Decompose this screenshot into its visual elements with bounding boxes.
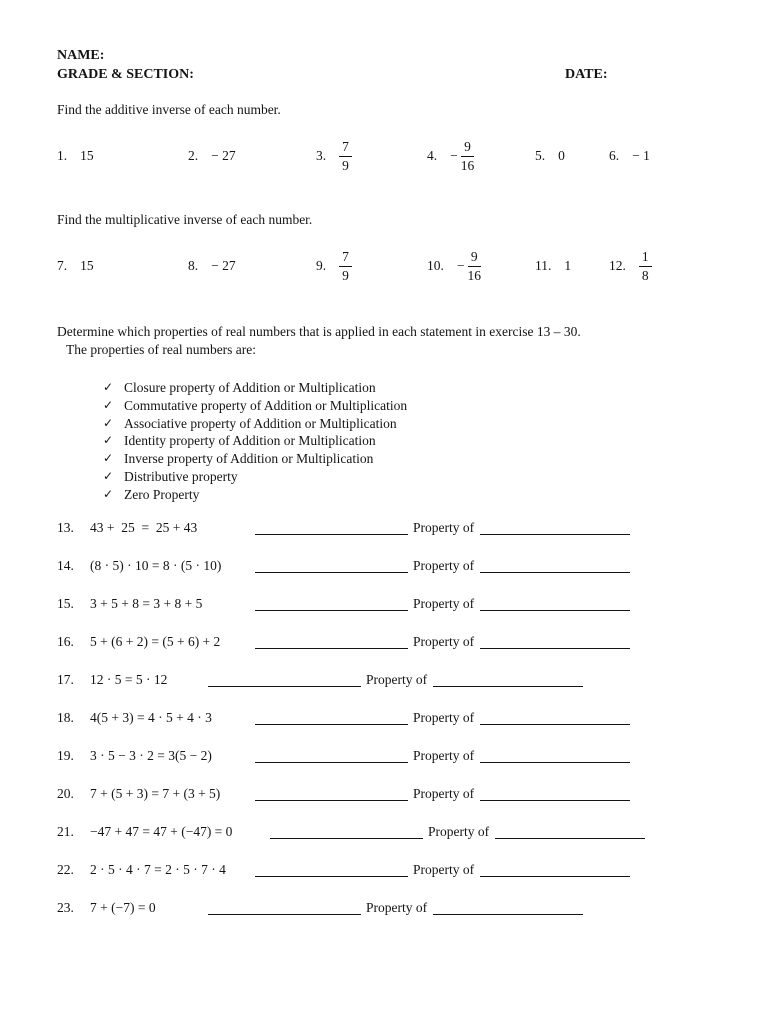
- answer-blank: [255, 568, 408, 573]
- grade-section-label: GRADE & SECTION:: [57, 67, 194, 82]
- checkmark-icon: ✓: [103, 451, 114, 466]
- answer-blank: [480, 872, 630, 877]
- exercise-number: 22.: [57, 861, 74, 877]
- exercise-row: [57, 672, 711, 710]
- fraction-numerator: 7: [339, 249, 352, 267]
- exercise-number: 18.: [57, 709, 74, 725]
- item-number: 10.: [427, 258, 444, 273]
- answer-blank: [208, 682, 361, 687]
- fraction-denominator: 9: [342, 267, 349, 283]
- answer-blank: [480, 758, 630, 763]
- multiplicative-instruction: Find the multiplicative inverse of each number.: [57, 212, 313, 227]
- fraction-numerator: 9: [468, 249, 481, 267]
- exercise-number: 21.: [57, 823, 74, 839]
- exercise-equation: 7 + (−7) = 0: [90, 899, 156, 915]
- item-number: 2.: [188, 148, 199, 163]
- answer-blank: [480, 568, 630, 573]
- property-of-label: Property of: [413, 519, 475, 535]
- exercise-row: [57, 634, 711, 672]
- fraction-denominator: 16: [467, 267, 481, 283]
- checklist-item: [103, 450, 711, 468]
- exercise-row: [57, 520, 711, 558]
- property-of-label: Property of: [413, 785, 475, 801]
- fraction-denominator: 8: [641, 267, 649, 283]
- properties-checklist: [57, 379, 711, 504]
- list-item: [188, 258, 316, 274]
- exercise-number: 14.: [57, 557, 74, 573]
- checkmark-icon: ✓: [103, 397, 114, 412]
- checklist-item-label: Closure property of Addition or Multiplication: [124, 380, 376, 395]
- exercise-equation: 3 · 5 − 3 · 2 = 3(5 − 2): [90, 747, 212, 763]
- checklist-item-label: Commutative property of Addition or Multiplication: [124, 397, 408, 413]
- property-of-label: Property of: [413, 595, 475, 611]
- answer-blank: [208, 910, 361, 915]
- list-item: [609, 249, 711, 284]
- exercise-equation: 43 + 25 = 25 + 43: [90, 519, 198, 535]
- answer-blank: [255, 796, 408, 801]
- exercise-number: 16.: [57, 633, 74, 649]
- exercise-number: 13.: [57, 519, 74, 535]
- answer-blank: [255, 530, 408, 535]
- answer-blank: [255, 644, 408, 649]
- checklist-item-label: Identity property of Addition or Multiplication: [124, 433, 376, 449]
- list-item: [535, 148, 609, 164]
- property-of-label: Property of: [413, 709, 475, 725]
- answer-blank: [433, 910, 583, 915]
- checkmark-icon: ✓: [103, 468, 114, 483]
- property-of-label: Property of: [413, 633, 475, 649]
- list-item: [57, 148, 188, 164]
- property-of-label: Property of: [366, 671, 428, 687]
- fraction: [639, 249, 652, 284]
- checkmark-icon: ✓: [103, 433, 114, 448]
- intro-line-1: Determine which properties of real numbers that is applied in each statement in exercise 13 – 30.: [57, 324, 581, 339]
- exercise-number: 20.: [57, 785, 74, 801]
- checklist-item: [103, 397, 711, 415]
- exercise-row: [57, 862, 711, 900]
- answer-blank: [255, 758, 408, 763]
- list-item: [609, 148, 711, 164]
- answer-blank: [255, 606, 408, 611]
- answer-blank: [270, 834, 423, 839]
- exercise-equation: −47 + 47 = 47 + (−47) = 0: [90, 823, 233, 839]
- checklist-item: [103, 432, 711, 450]
- property-of-label: Property of: [366, 899, 428, 915]
- checklist-item-label: Distributive property: [124, 468, 238, 484]
- fraction: [461, 139, 475, 174]
- exercise-row: [57, 748, 711, 786]
- additive-items-row: [57, 127, 711, 185]
- item-number: 11.: [535, 258, 552, 273]
- checklist-item-label: Inverse property of Addition or Multiplication: [124, 451, 374, 467]
- list-item: [535, 258, 609, 274]
- item-number: 9.: [316, 258, 327, 273]
- answer-blank: [255, 872, 408, 877]
- item-number: 1.: [57, 148, 68, 163]
- item-number: 5.: [535, 148, 546, 163]
- list-item: [427, 249, 535, 284]
- checklist-item-label: Zero Property: [124, 486, 200, 502]
- multiplicative-items-row: [57, 237, 711, 295]
- exercise-row: [57, 786, 711, 824]
- checklist-item: [103, 379, 711, 397]
- item-value: − 27: [211, 148, 236, 163]
- checkmark-icon: ✓: [103, 486, 114, 501]
- item-number: 6.: [609, 148, 620, 163]
- fraction-numerator: 7: [339, 139, 352, 157]
- checklist-item-label: Associative property of Addition or Multiplication: [124, 415, 397, 431]
- name-label: NAME:: [57, 48, 105, 63]
- exercise-number: 23.: [57, 899, 74, 915]
- item-number: 4.: [427, 148, 438, 163]
- item-value: − 1: [632, 148, 650, 163]
- fraction-numerator: 9: [461, 139, 474, 157]
- minus-sign: −: [456, 258, 465, 273]
- answer-blank: [433, 682, 583, 687]
- exercise-equation: 2 · 5 · 4 · 7 = 2 · 5 · 7 · 4: [90, 861, 226, 877]
- intro-line-2: The properties of real numbers are:: [66, 342, 257, 357]
- answer-blank: [480, 530, 630, 535]
- checklist-item: [103, 415, 711, 433]
- exercise-number: 19.: [57, 747, 74, 763]
- exercise-row: [57, 900, 711, 938]
- minus-sign: −: [450, 148, 458, 163]
- item-value: 15: [80, 148, 94, 163]
- exercise-row: [57, 824, 711, 862]
- exercise-row: [57, 710, 711, 748]
- exercise-equation: 7 + (5 + 3) = 7 + (3 + 5): [90, 785, 221, 801]
- answer-blank: [480, 796, 630, 801]
- checkmark-icon: ✓: [103, 380, 114, 394]
- exercise-number: 15.: [57, 595, 74, 611]
- checkmark-icon: ✓: [103, 415, 114, 430]
- fraction-numerator: 1: [639, 249, 652, 267]
- date-label: DATE:: [565, 67, 608, 82]
- item-value: − 27: [211, 258, 236, 273]
- fraction: [339, 249, 352, 284]
- answer-blank: [480, 720, 630, 725]
- answer-blank: [255, 720, 408, 725]
- property-of-label: Property of: [428, 823, 490, 839]
- fraction: [468, 249, 482, 284]
- exercise-list: [57, 520, 711, 938]
- answer-blank: [495, 834, 645, 839]
- answer-blank: [480, 644, 630, 649]
- list-item: [316, 249, 427, 284]
- exercise-equation: 5 + (6 + 2) = (5 + 6) + 2: [90, 633, 221, 649]
- property-of-label: Property of: [413, 557, 475, 573]
- property-of-label: Property of: [413, 747, 475, 763]
- exercise-equation: (8 · 5) · 10 = 8 · (5 · 10): [90, 557, 222, 573]
- header: [57, 46, 711, 84]
- item-value: 0: [558, 148, 565, 163]
- fraction: [339, 139, 352, 174]
- exercise-row: [57, 558, 711, 596]
- properties-intro: [57, 323, 711, 359]
- item-value: 1: [564, 258, 572, 273]
- fraction-denominator: 16: [460, 157, 475, 173]
- item-number: 7.: [57, 258, 68, 273]
- property-of-label: Property of: [413, 861, 475, 877]
- checklist-item: [103, 468, 711, 486]
- list-item: [316, 139, 427, 174]
- list-item: [188, 148, 316, 164]
- exercise-equation: 12 · 5 = 5 · 12: [90, 671, 168, 687]
- exercise-number: 17.: [57, 671, 74, 687]
- fraction-denominator: 9: [342, 157, 349, 173]
- answer-blank: [480, 606, 630, 611]
- exercise-equation: 3 + 5 + 8 = 3 + 8 + 5: [90, 595, 203, 611]
- exercise-row: [57, 596, 711, 634]
- header-row-2: [57, 65, 711, 84]
- item-number: 8.: [188, 258, 199, 273]
- item-value: 15: [80, 258, 94, 273]
- list-item: [427, 139, 535, 174]
- exercise-equation: 4(5 + 3) = 4 · 5 + 4 · 3: [90, 709, 212, 725]
- item-number: 12.: [609, 258, 626, 273]
- additive-instruction: Find the additive inverse of each number.: [57, 102, 281, 117]
- item-number: 3.: [316, 148, 327, 163]
- checklist-item: [103, 486, 711, 504]
- list-item: [57, 258, 188, 274]
